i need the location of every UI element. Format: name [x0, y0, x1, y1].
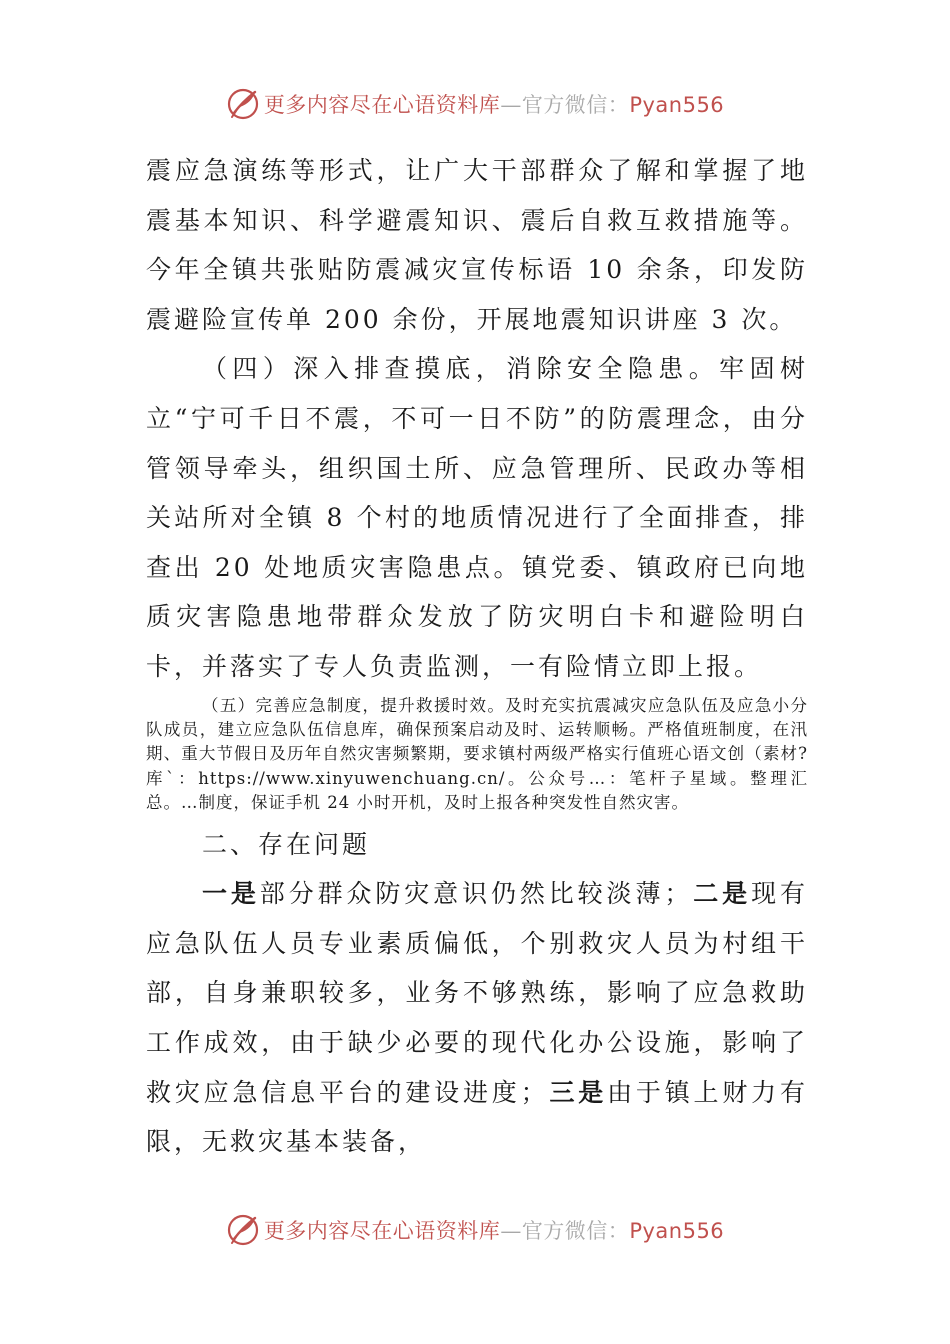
- section-heading-problems: 二、存在问题: [202, 829, 371, 859]
- banner-main-text: 更多内容尽在心语资料库: [263, 1219, 501, 1243]
- bold-first: 一是: [202, 879, 260, 909]
- banner-text: [264, 1215, 724, 1245]
- problem-two-text: 现有应急队伍人员专业素质偏低，个别救灾人员为村组干部，自身兼职较多，业务不够熟练，影响了应急救助工作成效，由于缺少必要的现代化办公设施，影响了救灾应急信息平台的建设进度；: [146, 879, 808, 1107]
- problem-one-text: 部分群众防灾意识仍然比较淡薄；: [259, 879, 693, 909]
- paragraph-investigation: （四）深入排查摸底，消除安全隐患。牢固树立“宁可千日不震，不可一日不防”的防震理念，由分管领导牵头，组织国土所、应急管理所、民政办等相关站所对全镇 8 个村的地质情况进行了全面排查，排查出 20 处地质灾害隐患点。镇党委、镇政府已向地质灾害隐患地带群众发放了防灾明白卡和避险明白卡，并落实了专人负责监测，一有险情立即上报。: [146, 354, 808, 681]
- banner-wechat-label: 官方微信：: [521, 1219, 630, 1243]
- header-banner: [0, 84, 950, 124]
- banner-main-text: 更多内容尽在心语资料库: [263, 93, 501, 117]
- banner-wechat-label: 官方微信：: [521, 93, 630, 117]
- paragraph-intro: 震应急演练等形式，让广大干部群众了解和掌握了地震基本知识、科学避震知识、震后自救互救措施等。今年全镇共张贴防震减灾宣传标语 10 余条，印发防震避险宣传单 200 余份，开展地震知识讲座 3 次。: [146, 156, 808, 334]
- footer-banner: [0, 1210, 950, 1250]
- bold-second: 二是: [692, 879, 752, 909]
- bold-third: 三是: [548, 1077, 608, 1107]
- banner-separator: —: [500, 1219, 522, 1243]
- banner-separator: —: [500, 93, 522, 117]
- quill-logo-icon: [226, 1213, 260, 1247]
- problem-three-text: 由于镇上财力有限，无救灾基本装备，: [146, 1077, 808, 1157]
- quill-logo-icon: [226, 87, 260, 121]
- paragraph-problems: [146, 869, 808, 1167]
- banner-text: [264, 89, 724, 119]
- banner-wechat-id: Pyan556: [629, 1219, 725, 1243]
- document-body: [146, 146, 808, 1167]
- banner-wechat-id: Pyan556: [629, 93, 725, 117]
- paragraph-emergency-system: （五）完善应急制度，提升救援时效。及时充实抗震减灾应急队伍及应急小分队成员，建立应急队伍信息库，确保预案启动及时、运转顺畅。严格值班制度，在汛期、重大节假日及历年自然灾害频繁期，要求镇村两级严格实行值班心语文创（素材?库`：https://www.xinyuwenchuang.cn/。公众号…：笔杆子星域。整理汇总。…制度，保证手机 24 小时开机，及时上报各种突发性自然灾害。: [146, 695, 808, 813]
